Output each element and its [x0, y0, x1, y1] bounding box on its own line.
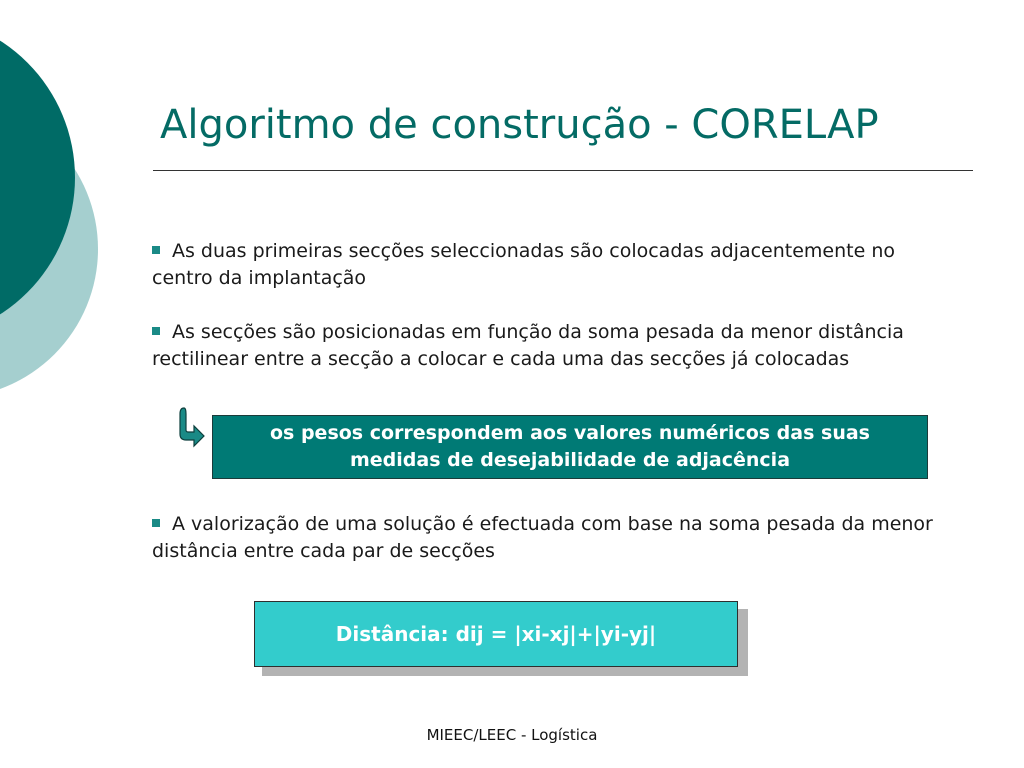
slide-title: Algoritmo de construção - CORELAP: [160, 102, 879, 148]
distance-formula-box: Distância: dij = |xi-xj|+|yi-yj|: [254, 601, 738, 667]
weights-note-box: os pesos correspondem aos valores numéricos das suas medidas de desejabilidade de adjacência: [212, 415, 928, 479]
bullet-item-3: [152, 511, 952, 565]
square-bullet-icon: [152, 327, 160, 335]
curved-down-right-arrow-icon: [178, 406, 206, 450]
square-bullet-icon: [152, 246, 160, 254]
title-underline: [153, 170, 973, 171]
footer-text: MIEEC/LEEC - Logística: [426, 726, 598, 744]
slide-footer: [0, 726, 1024, 744]
bullet-item-2: [152, 319, 952, 373]
bullet-text-3: A valorização de uma solução é efectuada com base na soma pesada da menor distância entre cada par de secções: [152, 513, 933, 562]
bullet-text-2: As secções são posicionadas em função da soma pesada da menor distância rectilinear entre a secção a colocar e cada uma das secções já colocadas: [152, 321, 904, 370]
bullet-item-1: [152, 238, 952, 292]
square-bullet-icon: [152, 519, 160, 527]
bullet-text-1: As duas primeiras secções seleccionadas são colocadas adjacentemente no centro da implantação: [152, 240, 895, 289]
